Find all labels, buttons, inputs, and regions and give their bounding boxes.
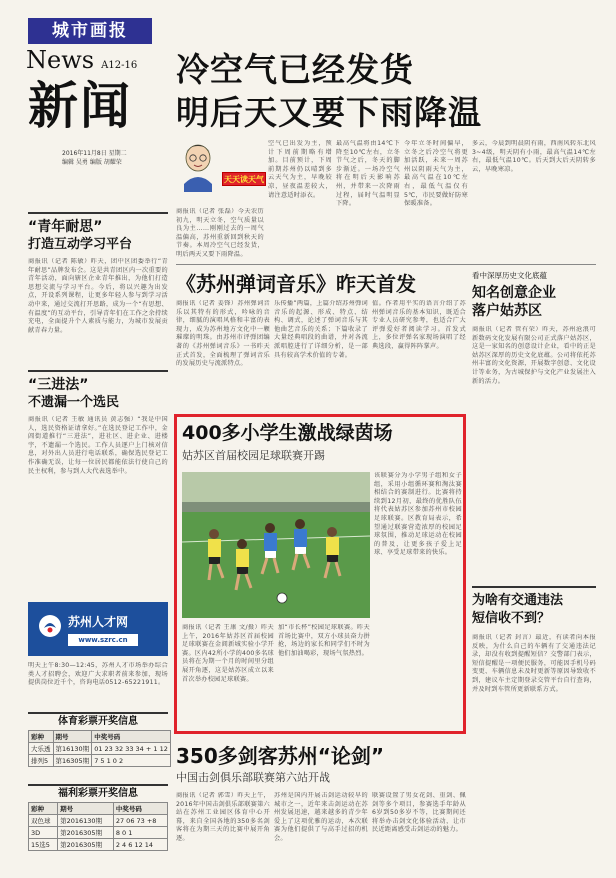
right-title2-line1: 为啥有交通违法 bbox=[472, 593, 564, 608]
table-cell: 双色球 bbox=[29, 815, 58, 827]
football-subhead: 姑苏区首届校园足球联赛开踢 bbox=[182, 449, 325, 462]
right-title-line1: 知名创意企业 bbox=[472, 285, 556, 301]
sports-lottery bbox=[28, 712, 168, 767]
table-cell: 2 4 6 12 14 bbox=[113, 839, 167, 851]
story1-body: 商报讯（记者 陈敏）昨天，团中区团委举行“青年耐思”品牌发布会。这是共青团区内一次重要的青年活动，面向辖区企业青年推出，为他们打造思想交流与学习平台。今后，将以兴趣为出发点，开设系列课程，让更多年轻人参与到学习活动中来，通过交流打开思路，成为一个“有思想、有温度”的互动平台，引导青年们在工作之余持续充电，全面提升个人素质与能力，为城市发展贡献青春力量。 bbox=[28, 258, 168, 334]
news-cn-title: 新闻 bbox=[28, 76, 132, 135]
table-row bbox=[29, 839, 168, 851]
story1-title-line2: 打造互动学习平台 bbox=[28, 237, 133, 252]
table-cell: 8 0 1 bbox=[113, 827, 167, 839]
fencing-col1: 商报讯（记者 郭雪）昨天上午，2016年中国击剑俱乐部联赛第六站在苏州工业园区体育中心开幕，来自全国各地的350多名剑客将在为期三天的比赛中展开角逐。 bbox=[176, 792, 270, 842]
table-cell: 27 06 73 +8 bbox=[113, 815, 167, 827]
table-header: 中奖号码 bbox=[92, 731, 171, 743]
pingtan-headline: 《苏州弹词音乐》昨天首发 bbox=[176, 272, 416, 296]
promo-title: 苏州人才网 bbox=[68, 615, 129, 629]
football-headline: 400多小学生激战绿茵场 bbox=[182, 422, 393, 444]
issue-date: 2016年11月8日 星期二 bbox=[62, 150, 127, 157]
table-header: 期号 bbox=[58, 803, 114, 815]
sports-lottery-table bbox=[28, 730, 171, 767]
weather-cartoon bbox=[176, 140, 220, 204]
football-col1: 商报讯（记者 王康 文/摄）昨天上午，2016年姑苏区首届校园足球联赛在金阊新城实验小学开赛。区内42所小学的400多名球员将在为期一个月的时间里分组展开角逐，这是姑苏区成立以来首次举办校园足球联赛。 bbox=[182, 624, 274, 683]
left-rule-1 bbox=[28, 212, 168, 214]
table-cell: 01 23 32 33 34 + 1 12 bbox=[92, 743, 171, 755]
welfare-lottery-title: 福利彩票开奖信息 bbox=[58, 788, 138, 799]
table-cell: 第2016305期 bbox=[58, 827, 114, 839]
story2-title-line2: 不遗漏一个选民 bbox=[28, 395, 120, 410]
top-story-col2: 空气已出发为主，预计下周前期略有增加。目前预计，下周前期苏州仍以晴到多云天气为主，早晚较凉，昼夜温差较大，请注意适时添衣。 bbox=[268, 140, 332, 199]
fencing-col2: 苏州是国内开展击剑运动较早的城市之一，近年来击剑运动在苏州发展迅速，越来越多的青少年爱上了这项优雅的运动，本次联赛为他们提供了与高手过招的机会。 bbox=[274, 792, 368, 842]
right-body1: 商报讯（记者 管有荣）昨天，苏州沧浪可新数码文化发展有限公司正式落户姑苏区，这是一家知名的创意设计企业，看中的正是姑苏区深厚的历史文化底蕴。公司将依托苏州丰富的文化资源，开展数字创意、文化设计等业务，为古城保护与文化产业发展注入新的活力。 bbox=[472, 326, 596, 385]
left-rule-2 bbox=[28, 370, 168, 372]
table-cell: 排列5 bbox=[29, 755, 54, 767]
right-title-line2: 落户姑苏区 bbox=[472, 303, 542, 319]
story2-body: 商报讯（记者 王敏 通讯员 黄志强）“我是中国人，选民资格证请拿好。”在选民登记工作中，金阊街道推行“三进法”，进社区、进企业、进楼宇，不遗漏一个选民。工作人员逐户上门核对信息，对外出人员进行电话联系，确保选民登记工作准确无误，让每一位居民都能依法行使自己的民主权利，参与到人大代表选举中。 bbox=[28, 416, 168, 475]
page-range: A12-16 bbox=[101, 60, 138, 71]
table-header: 彩种 bbox=[29, 731, 54, 743]
welfare-lottery-table bbox=[28, 802, 168, 851]
issue-editors: 编辑 吴勇 编版 胡耀荣 bbox=[62, 159, 122, 166]
fencing-headline: 350多剑客苏州“论剑” bbox=[176, 744, 385, 768]
table-header: 彩种 bbox=[29, 803, 58, 815]
promo-body: 明天上午8:30—12:45，苏州人才市场举办综合类人才招聘会，欢迎广大求职者前来参加，现场提供岗位近千个，咨询电话0512-65221911。 bbox=[28, 662, 168, 687]
fencing-col3: 联赛设置了男女花剑、重剑、佩剑等多个项目，参赛选手年龄从6岁到50多岁不等，比赛期间还将举办击剑文化体验活动，让市民近距离感受击剑运动的魅力。 bbox=[372, 792, 466, 834]
table-header-row bbox=[29, 731, 171, 743]
table-header: 期号 bbox=[53, 731, 92, 743]
table-cell: 第16130期 bbox=[53, 743, 92, 755]
table-cell: 7 5 1 0 2 bbox=[92, 755, 171, 767]
table-row bbox=[29, 755, 171, 767]
top-story-col5: 多云，今晨到明晨阴有雨，西南风转东北风3~4级，明天阴有小雨，最高气温14℃左右，最低气温10℃。后天到大后天阴转多云，早晚寒凉。 bbox=[472, 140, 596, 173]
top-headline-line2: 明后天又要下雨降温 bbox=[176, 93, 482, 132]
section-rule-pingtan bbox=[176, 264, 596, 265]
masthead-news bbox=[26, 46, 156, 74]
table-cell: 第16305期 bbox=[53, 755, 92, 767]
table-header-row bbox=[29, 803, 168, 815]
top-story-col4: 今年立冬时间偏早，立冬之后冷空气将更加活跃，未来一周苏州以阴雨天气为主，最高气温在10℃左右，最低气温仅有5℃，市民要做好防寒保暖准备。 bbox=[404, 140, 468, 208]
story1-title-line1: “青年耐思” bbox=[28, 219, 103, 235]
pingtan-col2: 乐传播”两篇，上篇介绍苏州弹词音乐的起源、形成、特点、结构、调式，论述了弹词音乐与其他曲艺音乐的关系；下篇收录了大量经典唱段的曲谱，并对各流派唱腔进行了详细分析，是一部具有较高学术价值的专著。 bbox=[274, 300, 368, 359]
talent-promo-box[interactable] bbox=[28, 602, 168, 656]
pingtan-col1: 商报讯（记者 姜锋）苏州弹词音乐以其特有的形式，吟咏的音律，细腻的演唱风格和丰富的表现力，成为苏州地方文化中一颗璀璨的明珠。由苏州市评弹团编著的《苏州弹词音乐》一书昨天正式首发，全面梳理了弹词音乐的发展历史与流派特点。 bbox=[176, 300, 270, 368]
table-cell: 第2016130期 bbox=[58, 815, 114, 827]
right-rule bbox=[472, 586, 596, 588]
table-row bbox=[29, 827, 168, 839]
fencing-subhead: 中国击剑俱乐部联赛第六站开战 bbox=[176, 771, 330, 784]
top-headline-line1: 冷空气已经发货 bbox=[176, 50, 414, 89]
table-cell: 大乐透 bbox=[29, 743, 54, 755]
top-story-col3: 最高气温将由14℃下降至10℃左右，立冬节气之后，冬天的脚步渐近。一场冷空气将在明后天影响苏州，并带来一次降雨过程，届时气温明显下降。 bbox=[336, 140, 400, 208]
pingtan-col3: 值。作者用平实的语言介绍了苏州弹词音乐的基本知识，既适合专业人员研究参考，也适合广大评弹爱好者阅读学习。首发式上，多位评弹名家现场演唱了经典选段，赢得阵阵掌声。 bbox=[372, 300, 466, 350]
football-photo bbox=[182, 472, 370, 618]
story2-title-line1: “三进法” bbox=[28, 377, 89, 393]
welfare-lottery bbox=[28, 784, 168, 851]
right-small-banner: 看中深厚历史文化底蕴 bbox=[472, 271, 547, 280]
soccer-ball-icon bbox=[277, 593, 287, 603]
weatherman-illustration bbox=[176, 140, 220, 204]
promo-url[interactable]: www.szrc.cn bbox=[68, 634, 138, 646]
table-cell: 第2016305期 bbox=[58, 839, 114, 851]
table-row bbox=[29, 815, 168, 827]
section-banner: 城市画报 bbox=[28, 18, 152, 44]
football-col2: 加“市长杯”校园足球联赛。昨天首场比赛中，双方小球员奋力拼抢，场边的家长和同学们不时为他们加油喝彩，现场气氛热烈。 bbox=[278, 624, 370, 657]
soccer-match-illustration bbox=[182, 472, 370, 618]
table-cell: 3D bbox=[29, 827, 58, 839]
news-en-label: News bbox=[26, 46, 95, 74]
football-col3: 该联赛分为小学男子组和女子组，采用小组循环赛和淘汰赛相结合的赛制进行。比赛将持续到12月初，最终的优胜队伍将代表姑苏区参加苏州市校园足球联赛。区教育局表示，希望通过联赛营造浓厚的校园足球氛围，推动足球运动在校园的普及，让更多孩子爱上足球、享受足球带来的快乐。 bbox=[374, 472, 462, 557]
top-story-col1: 商报讯（记者 张磊）今天农历初九，明天立冬，空气质量以良为主……刚刚过去的一周气温偏高，苏州重新回到秋天的节奏。本周冷空气已经发货，明后两天又要下雨降温。 bbox=[176, 208, 264, 258]
sports-lottery-title: 体育彩票开奖信息 bbox=[58, 716, 138, 727]
table-header: 中奖号码 bbox=[113, 803, 167, 815]
talent-logo-icon bbox=[38, 614, 62, 638]
table-row bbox=[29, 743, 171, 755]
right-body2: 商报讯（记者 封言）最近，有读者向本报反映，为什么自己的车辆有了交通违法记录，却没有收到提醒短信？交警部门表示，短信提醒是一项便民服务，可能因手机号码变更、车辆信息未及时更新等原因导致收不到，建议车主定期登录交管平台自行查询，并及时到车管所更新联系方式。 bbox=[472, 634, 596, 693]
table-cell: 15选5 bbox=[29, 839, 58, 851]
right-title2-line2: 短信收不到？ bbox=[472, 611, 551, 626]
weather-badge: 天天读天气 bbox=[222, 172, 266, 186]
